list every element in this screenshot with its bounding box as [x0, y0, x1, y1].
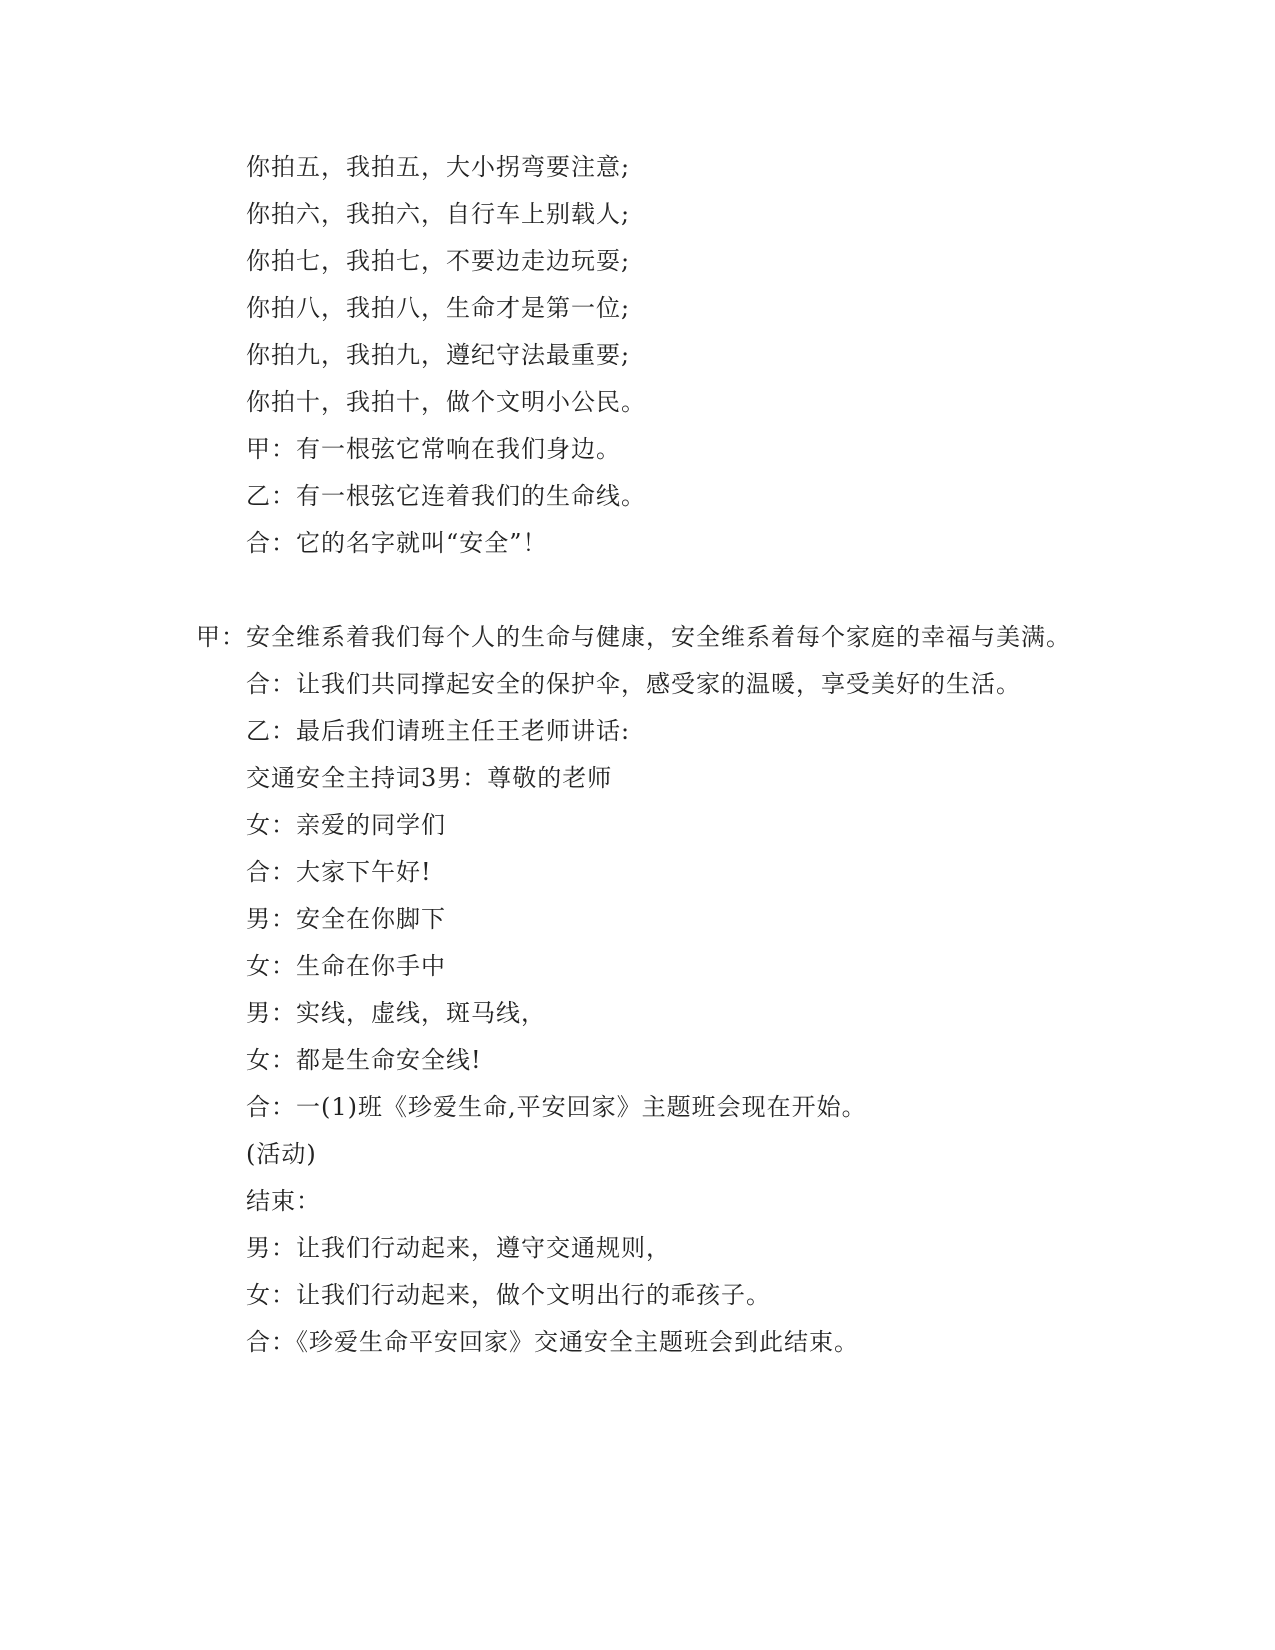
text-line: 合：让我们共同撑起安全的保护伞，感受家的温暖，享受美好的生活。 — [246, 670, 1021, 698]
text-line: (活动) — [246, 1140, 317, 1168]
text-line: 男：安全在你脚下 — [246, 905, 446, 933]
text-line: 结束： — [246, 1187, 321, 1215]
text-line: 合：《珍爱生命平安回家》交通安全主题班会到此结束。 — [246, 1328, 859, 1356]
text-line: 合：大家下午好! — [246, 858, 432, 886]
text-line: 女：都是生命安全线! — [246, 1046, 482, 1074]
text-line: 合：一(1)班《珍爱生命,平安回家》主题班会现在开始。 — [246, 1093, 867, 1121]
text-line: 甲：有一根弦它常响在我们身边。 — [246, 435, 621, 463]
text-line: 交通安全主持词3男：尊敬的老师 — [246, 764, 613, 792]
text-line: 乙：有一根弦它连着我们的生命线。 — [246, 482, 646, 510]
text-line: 你拍五，我拍五，大小拐弯要注意; — [246, 153, 631, 181]
text-line: 女：让我们行动起来，做个文明出行的乖孩子。 — [246, 1281, 771, 1309]
text-line: 甲：安全维系着我们每个人的生命与健康，安全维系着每个家庭的幸福与美满。 — [196, 623, 1071, 651]
text-line: 女：亲爱的同学们 — [246, 811, 446, 839]
text-line: 男：实线，虚线，斑马线， — [246, 999, 546, 1027]
text-line: 女：生命在你手中 — [246, 952, 446, 980]
text-line: 男：让我们行动起来，遵守交通规则， — [246, 1234, 671, 1262]
text-line: 你拍六，我拍六，自行车上别载人; — [246, 200, 631, 228]
text-line: 乙：最后我们请班主任王老师讲话: — [246, 717, 631, 745]
text-line: 你拍十，我拍十，做个文明小公民。 — [246, 388, 646, 416]
text-line: 你拍八，我拍八，生命才是第一位; — [246, 294, 631, 322]
text-line: 合：它的名字就叫“安全”！ — [246, 529, 548, 557]
text-line: 你拍七，我拍七，不要边走边玩耍; — [246, 247, 631, 275]
text-line: 你拍九，我拍九，遵纪守法最重要; — [246, 341, 631, 369]
